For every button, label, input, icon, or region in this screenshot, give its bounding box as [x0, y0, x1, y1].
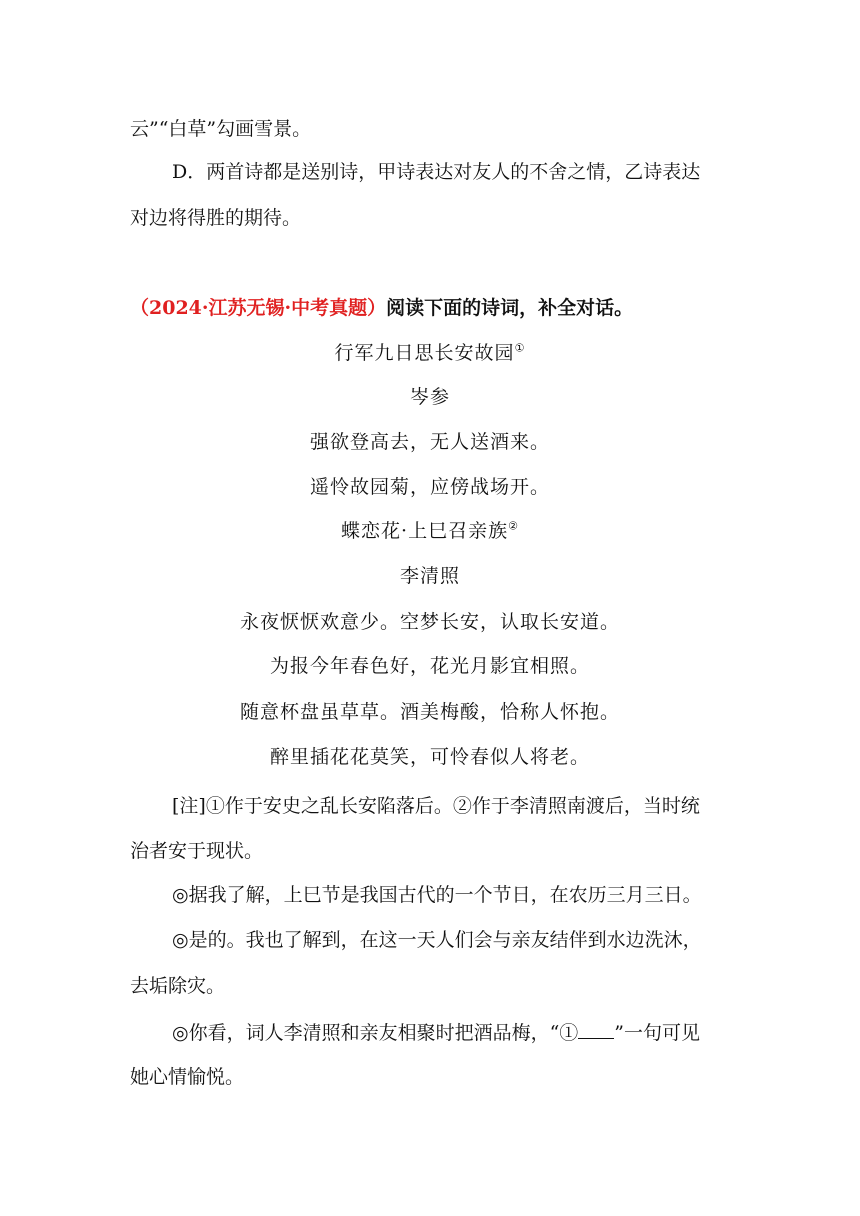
poem2-line: 为报今年春色好，花光月影宜相照。 — [269, 655, 590, 677]
dialogue-line-continued: 她心情愉悦。 — [130, 1066, 245, 1088]
poem1-line: 强欲登高去，无人送酒来。 — [309, 431, 550, 453]
question-heading — [130, 296, 740, 320]
poem2-author: 李清照 — [399, 565, 460, 587]
dialogue-text-before-blank: ◎你看，词人李清照和亲友相聚时把酒品梅，“① — [172, 1022, 579, 1044]
poem1-title — [0, 341, 860, 365]
dialogue-line-continued: 去垢除灾。 — [130, 975, 226, 997]
poem2-title-text: 蝶恋花·上巳召亲族 — [341, 520, 509, 542]
notes: [注]①作于安史之乱长安陷落后。②作于李清照南渡后，当时统 — [172, 795, 700, 817]
dialogue-line — [172, 1021, 782, 1045]
option-d-continued: 对边将得胜的期待。 — [130, 207, 302, 229]
poem2-line: 醉里插花花莫笑，可怜春似人将老。 — [269, 746, 590, 768]
question-source: （2024·江苏无锡·中考真题） — [130, 297, 387, 319]
question-prompt: 阅读下面的诗词，补全对话。 — [386, 297, 634, 319]
poem2-footnote-mark: ② — [508, 519, 519, 533]
poem1-title-text: 行军九日思长安故园 — [334, 342, 515, 364]
poem1-line: 遥怜故园菊，应傍战场开。 — [309, 476, 550, 498]
dialogue-text-after-blank: ”一句可见 — [614, 1022, 701, 1044]
prev-question-text: 云”“白草”勾画雪景。 — [130, 118, 312, 140]
poem2-line: 随意杯盘虽草草。酒美梅酸，恰称人怀抱。 — [239, 701, 620, 723]
dialogue-line: ◎是的。我也了解到，在这一天人们会与亲友结伴到水边洗沐， — [172, 929, 702, 951]
dialogue-line: ◎据我了解，上巳节是我国古代的一个节日，在农历三月三日。 — [172, 884, 702, 906]
poem2-title — [0, 519, 860, 543]
option-d: D．两首诗都是送别诗，甲诗表达对友人的不舍之情，乙诗表达 — [172, 161, 701, 183]
notes-continued: 治者安于现状。 — [130, 840, 264, 862]
poem1-footnote-mark: ① — [514, 341, 526, 355]
answer-blank[interactable] — [578, 1021, 614, 1039]
poem1-author: 岑参 — [409, 386, 450, 408]
poem2-line: 永夜恹恹欢意少。空梦长安，认取长安道。 — [239, 611, 620, 633]
